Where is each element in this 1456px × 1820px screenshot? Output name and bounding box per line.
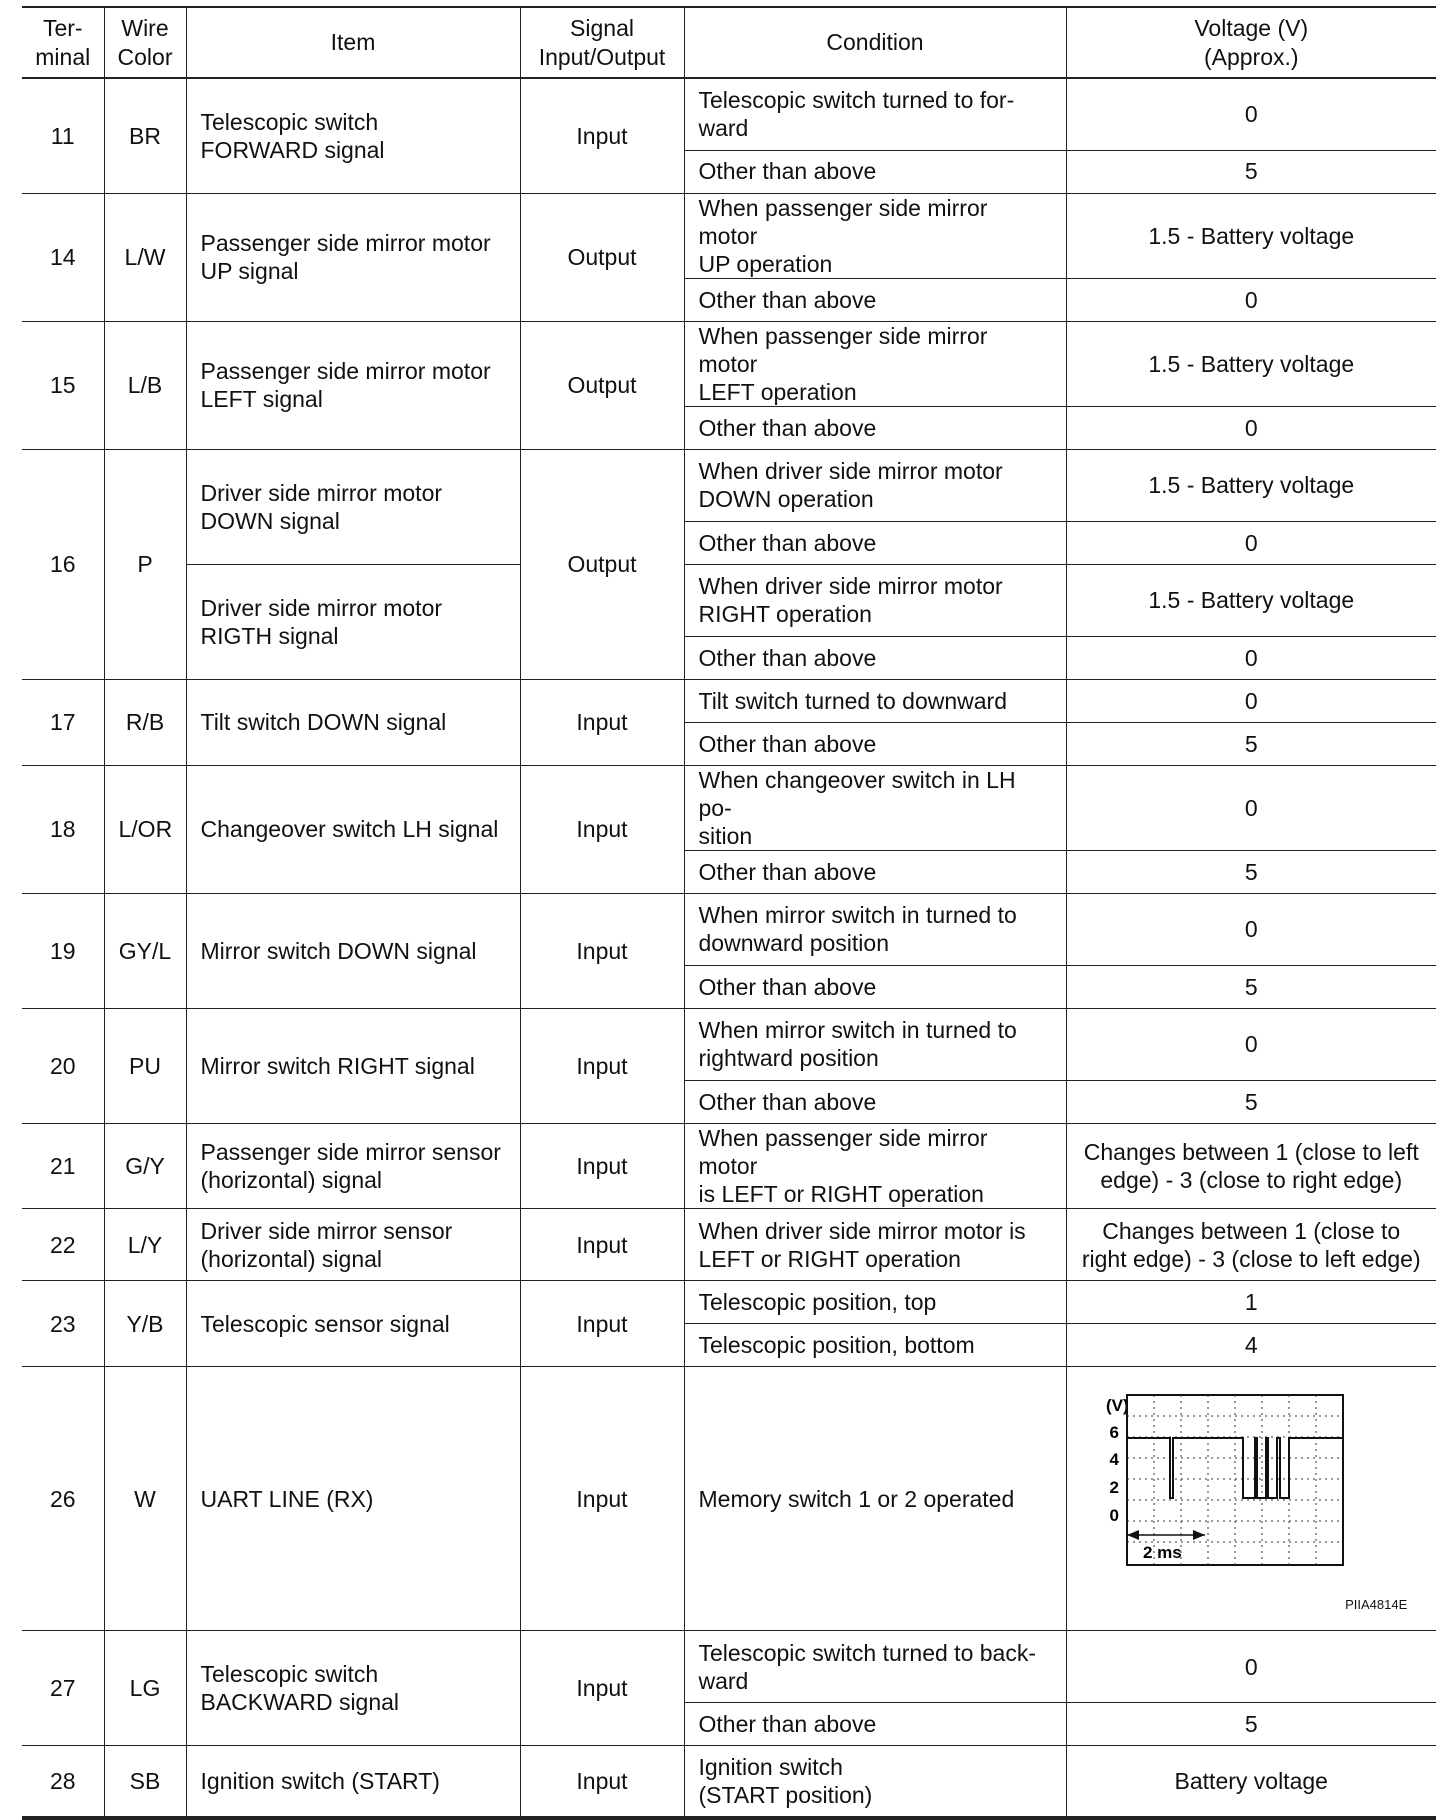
wire-color: BR xyxy=(104,78,186,193)
table-row xyxy=(22,78,1436,150)
item-name: Driver side mirror motor DOWN signal xyxy=(186,449,520,564)
condition: Telescopic position, bottom xyxy=(684,1324,1066,1367)
signal-direction: Input xyxy=(520,78,684,193)
wire-color: LG xyxy=(104,1631,186,1746)
voltage: 0 xyxy=(1066,1008,1436,1080)
table-row xyxy=(22,893,1436,965)
condition: When passenger side mirror motor LEFT operation xyxy=(684,321,1066,406)
voltage: 0 xyxy=(1066,636,1436,679)
condition: Tilt switch turned to downward xyxy=(684,679,1066,722)
wire-color: Y/B xyxy=(104,1281,186,1367)
wire-color: L/W xyxy=(104,193,186,321)
condition: Other than above xyxy=(684,278,1066,321)
voltage: 1.5 - Battery voltage xyxy=(1066,321,1436,406)
wire-color: GY/L xyxy=(104,893,186,1008)
condition: When passenger side mirror motor is LEFT or RIGHT operation xyxy=(684,1123,1066,1208)
wire-color: PU xyxy=(104,1008,186,1123)
condition: Other than above xyxy=(684,965,1066,1008)
header-item: Item xyxy=(186,7,520,78)
item-name: Mirror switch RIGHT signal xyxy=(186,1008,520,1123)
voltage: 0 xyxy=(1066,765,1436,850)
condition: Other than above xyxy=(684,636,1066,679)
terminal-number: 19 xyxy=(22,893,104,1008)
table-row xyxy=(22,321,1436,406)
wire-color: P xyxy=(104,449,186,679)
y-tick-label: 4 xyxy=(1109,1449,1120,1469)
voltage: 0 xyxy=(1066,406,1436,449)
condition: When mirror switch in turned to downward position xyxy=(684,893,1066,965)
table-row xyxy=(22,1123,1436,1208)
header-condition: Condition xyxy=(684,7,1066,78)
voltage: 0 xyxy=(1066,278,1436,321)
y-tick-label: 6 xyxy=(1109,1422,1120,1442)
signal-direction: Input xyxy=(520,1123,684,1208)
terminal-number: 28 xyxy=(22,1746,104,1818)
item-name: Changeover switch LH signal xyxy=(186,765,520,893)
signal-direction: Input xyxy=(520,893,684,1008)
table-row xyxy=(22,1008,1436,1080)
y-tick-label: 0 xyxy=(1109,1505,1120,1525)
item-name: Mirror switch DOWN signal xyxy=(186,893,520,1008)
arrow-right-icon xyxy=(1193,1530,1205,1540)
table-row xyxy=(22,1281,1436,1324)
table-row xyxy=(22,1367,1436,1631)
scope-grid xyxy=(1127,1395,1343,1565)
condition: When driver side mirror motor RIGHT operation xyxy=(684,564,1066,636)
condition: When driver side mirror motor DOWN operation xyxy=(684,449,1066,521)
terminal-number: 14 xyxy=(22,193,104,321)
table-row xyxy=(22,679,1436,722)
item-name: Telescopic switch FORWARD signal xyxy=(186,78,520,193)
waveform-figure xyxy=(1091,1385,1411,1613)
signal-direction: Input xyxy=(520,1631,684,1746)
table-row xyxy=(22,1746,1436,1818)
table-row xyxy=(22,1209,1436,1281)
terminal-number: 22 xyxy=(22,1209,104,1281)
signal-direction: Input xyxy=(520,765,684,893)
item-name: Ignition switch (START) xyxy=(186,1746,520,1818)
wire-color: SB xyxy=(104,1746,186,1818)
condition: Ignition switch (START position) xyxy=(684,1746,1066,1818)
item-name: Passenger side mirror motor UP signal xyxy=(186,193,520,321)
condition: When changeover switch in LH po- sition xyxy=(684,765,1066,850)
terminal-number: 17 xyxy=(22,679,104,765)
wire-color: G/Y xyxy=(104,1123,186,1208)
condition: Memory switch 1 or 2 operated xyxy=(684,1367,1066,1631)
condition: When mirror switch in turned to rightward position xyxy=(684,1008,1066,1080)
item-name: Driver side mirror sensor (horizontal) signal xyxy=(186,1209,520,1281)
header-signal: Signal Input/Output xyxy=(520,7,684,78)
voltage: Battery voltage xyxy=(1066,1746,1436,1818)
condition: Telescopic switch turned to back- ward xyxy=(684,1631,1066,1703)
terminal-number: 15 xyxy=(22,321,104,449)
voltage: 5 xyxy=(1066,1080,1436,1123)
condition: When passenger side mirror motor UP operation xyxy=(684,193,1066,278)
time-scale-label: 2 ms xyxy=(1143,1542,1182,1562)
wire-color: R/B xyxy=(104,679,186,765)
item-name: Tilt switch DOWN signal xyxy=(186,679,520,765)
voltage: 0 xyxy=(1066,1631,1436,1703)
header-row xyxy=(22,7,1436,78)
wire-color: W xyxy=(104,1367,186,1631)
item-name: Passenger side mirror sensor (horizontal) signal xyxy=(186,1123,520,1208)
condition: Other than above xyxy=(684,406,1066,449)
voltage: 5 xyxy=(1066,850,1436,893)
condition: Other than above xyxy=(684,850,1066,893)
wire-color: L/OR xyxy=(104,765,186,893)
condition: Other than above xyxy=(684,521,1066,564)
signal-direction: Output xyxy=(520,321,684,449)
table-row xyxy=(22,449,1436,521)
signal-direction: Input xyxy=(520,1367,684,1631)
signal-direction: Input xyxy=(520,679,684,765)
condition: Telescopic position, top xyxy=(684,1281,1066,1324)
item-name: Telescopic switch BACKWARD signal xyxy=(186,1631,520,1746)
condition: When driver side mirror motor is LEFT or RIGHT operation xyxy=(684,1209,1066,1281)
terminal-number: 21 xyxy=(22,1123,104,1208)
terminal-number: 18 xyxy=(22,765,104,893)
table-row xyxy=(22,765,1436,850)
item-name: Telescopic sensor signal xyxy=(186,1281,520,1367)
terminal-number: 16 xyxy=(22,449,104,679)
wire-color: L/B xyxy=(104,321,186,449)
voltage: 5 xyxy=(1066,722,1436,765)
header-voltage: Voltage (V) (Approx.) xyxy=(1066,7,1436,78)
voltage: 5 xyxy=(1066,965,1436,1008)
condition: Other than above xyxy=(684,1703,1066,1746)
signal-direction: Input xyxy=(520,1209,684,1281)
item-name: Driver side mirror motor RIGTH signal xyxy=(186,564,520,679)
voltage: 0 xyxy=(1066,78,1436,150)
signal-direction: Output xyxy=(520,449,684,679)
voltage: 0 xyxy=(1066,893,1436,965)
signal-direction: Input xyxy=(520,1746,684,1818)
voltage: 0 xyxy=(1066,521,1436,564)
wire-color: L/Y xyxy=(104,1209,186,1281)
voltage: 4 xyxy=(1066,1324,1436,1367)
voltage: Changes between 1 (close to left edge) - 3 (close to right edge) xyxy=(1066,1123,1436,1208)
voltage: 1.5 - Battery voltage xyxy=(1066,193,1436,278)
voltage: 0 xyxy=(1066,679,1436,722)
item-name: UART LINE (RX) xyxy=(186,1367,520,1631)
signal-direction: Input xyxy=(520,1281,684,1367)
condition: Telescopic switch turned to for- ward xyxy=(684,78,1066,150)
voltage: 1.5 - Battery voltage xyxy=(1066,564,1436,636)
waveform-svg xyxy=(1091,1385,1411,1595)
terminal-number: 11 xyxy=(22,78,104,193)
table-row xyxy=(22,564,1436,636)
terminal-number: 23 xyxy=(22,1281,104,1367)
y-tick-label: 2 xyxy=(1109,1477,1120,1497)
item-name: Passenger side mirror motor LEFT signal xyxy=(186,321,520,449)
condition: Other than above xyxy=(684,150,1066,193)
waveform-cell xyxy=(1066,1367,1436,1631)
table-row xyxy=(22,193,1436,278)
signal-direction: Input xyxy=(520,1008,684,1123)
figure-code: PIIA4814E xyxy=(1345,1596,1408,1612)
terminal-table xyxy=(22,6,1436,1820)
voltage: 5 xyxy=(1066,1703,1436,1746)
voltage: 1 xyxy=(1066,1281,1436,1324)
voltage: 5 xyxy=(1066,150,1436,193)
condition: Other than above xyxy=(684,722,1066,765)
arrow-left-icon xyxy=(1127,1530,1139,1540)
terminal-number: 20 xyxy=(22,1008,104,1123)
header-wire-color: Wire Color xyxy=(104,7,186,78)
terminal-number: 26 xyxy=(22,1367,104,1631)
signal-direction: Output xyxy=(520,193,684,321)
header-terminal: Ter- minal xyxy=(22,7,104,78)
voltage: 1.5 - Battery voltage xyxy=(1066,449,1436,521)
unit-label: (V) xyxy=(1106,1395,1129,1415)
terminal-number: 27 xyxy=(22,1631,104,1746)
condition: Other than above xyxy=(684,1080,1066,1123)
voltage: Changes between 1 (close to right edge) - 3 (close to left edge) xyxy=(1066,1209,1436,1281)
table-row xyxy=(22,1631,1436,1703)
